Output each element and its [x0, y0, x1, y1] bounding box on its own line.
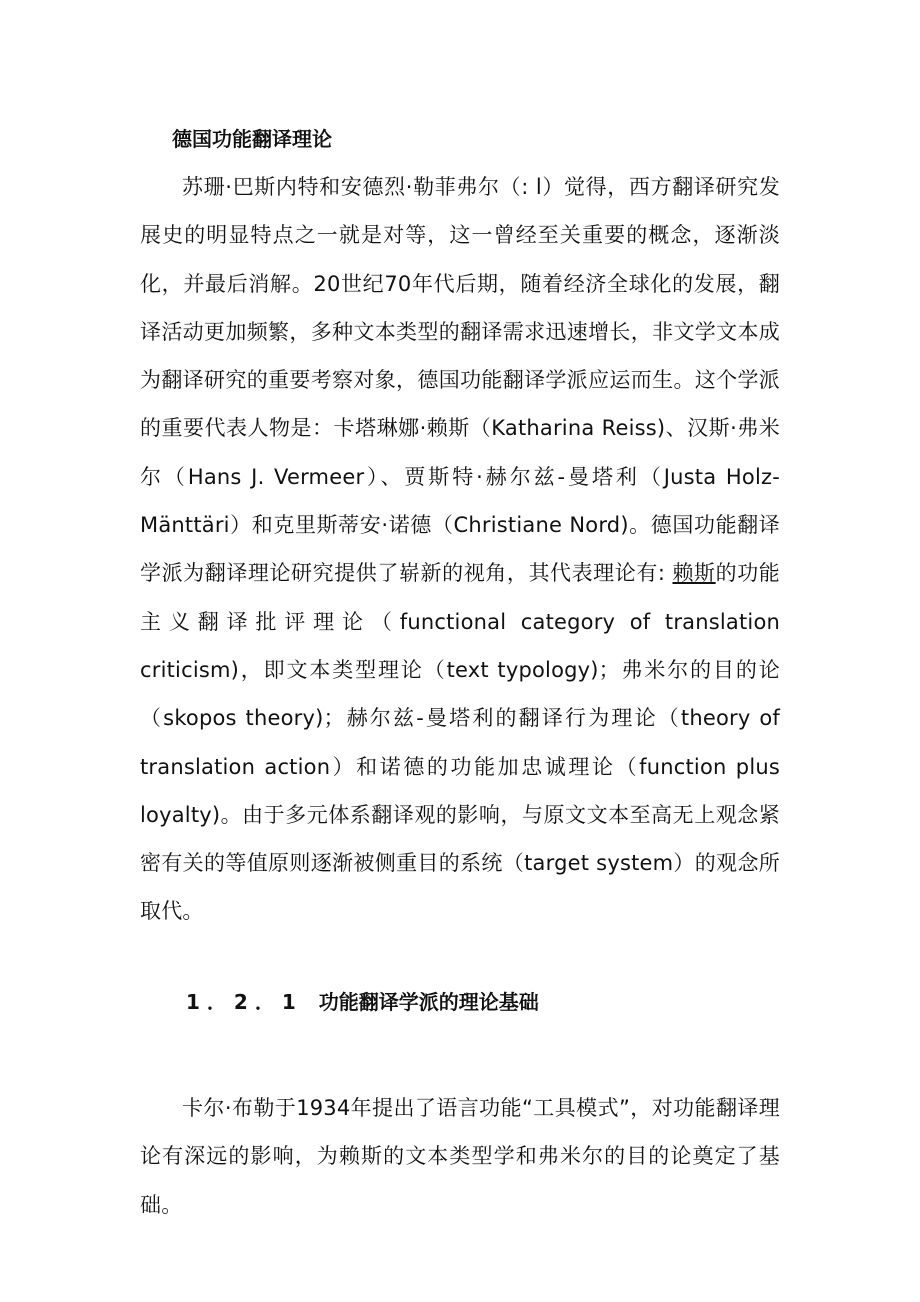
paragraph-text: 苏珊·巴斯内特和安德烈·勒菲弗尔（: l）觉得，西方翻译研究发展史的明显特点之一就是对等，这一曾经至关重要的概念，逐渐淡化，并最后消解。20世纪70年代后期，随着经济全球化的发展，翻译活动更加频繁，多种文本类型的翻译需求迅速增长，非文学文本成为翻译研究的重要考察对象，德国功能翻译学派应运而生。这个学派的重要代表人物是：卡塔琳娜·赖斯（Katharina Reiss)、汉斯·弗米尔（Hans J. Vermeer）、贾斯特·赫尔兹-曼塔利（Justa Holz-Mänttäri）和克里斯蒂安·诺德（Christiane Nord)。德国功能翻译学派为翻译理论研究提供了崭新的视角，其代表理论有:	[140, 175, 780, 586]
section-heading: 德国功能翻译理论	[172, 127, 332, 151]
subsection-number: 1．2．1	[186, 990, 303, 1014]
subsection-heading	[186, 985, 539, 1019]
subsection-title: 功能翻译学派的理论基础	[318, 990, 539, 1014]
paragraph-text-continued: 的功能主义翻译批评理论（functional category of translation criticism)，即文本类型理论（text typology)；弗米尔的目的论（skopos theory)；赫尔兹-曼塔利的翻译行为理论（theory of translation action）和诺德的功能加忠诚理论（function plus loyalty)。由于多元体系翻译观的影响，与原文文本至高无上观念紧密有关的等值原则逐渐被侧重目的系统（target system）的观念所取代。	[140, 561, 781, 924]
underlined-term-link[interactable]: 赖斯	[672, 561, 716, 586]
body-paragraph	[140, 163, 780, 936]
body-paragraph-2: 卡尔·布勒于1934年提出了语言功能“工具模式”，对功能翻译理论有深远的影响，为赖斯的文本类型学和弗米尔的目的论奠定了基础。	[140, 1096, 780, 1217]
